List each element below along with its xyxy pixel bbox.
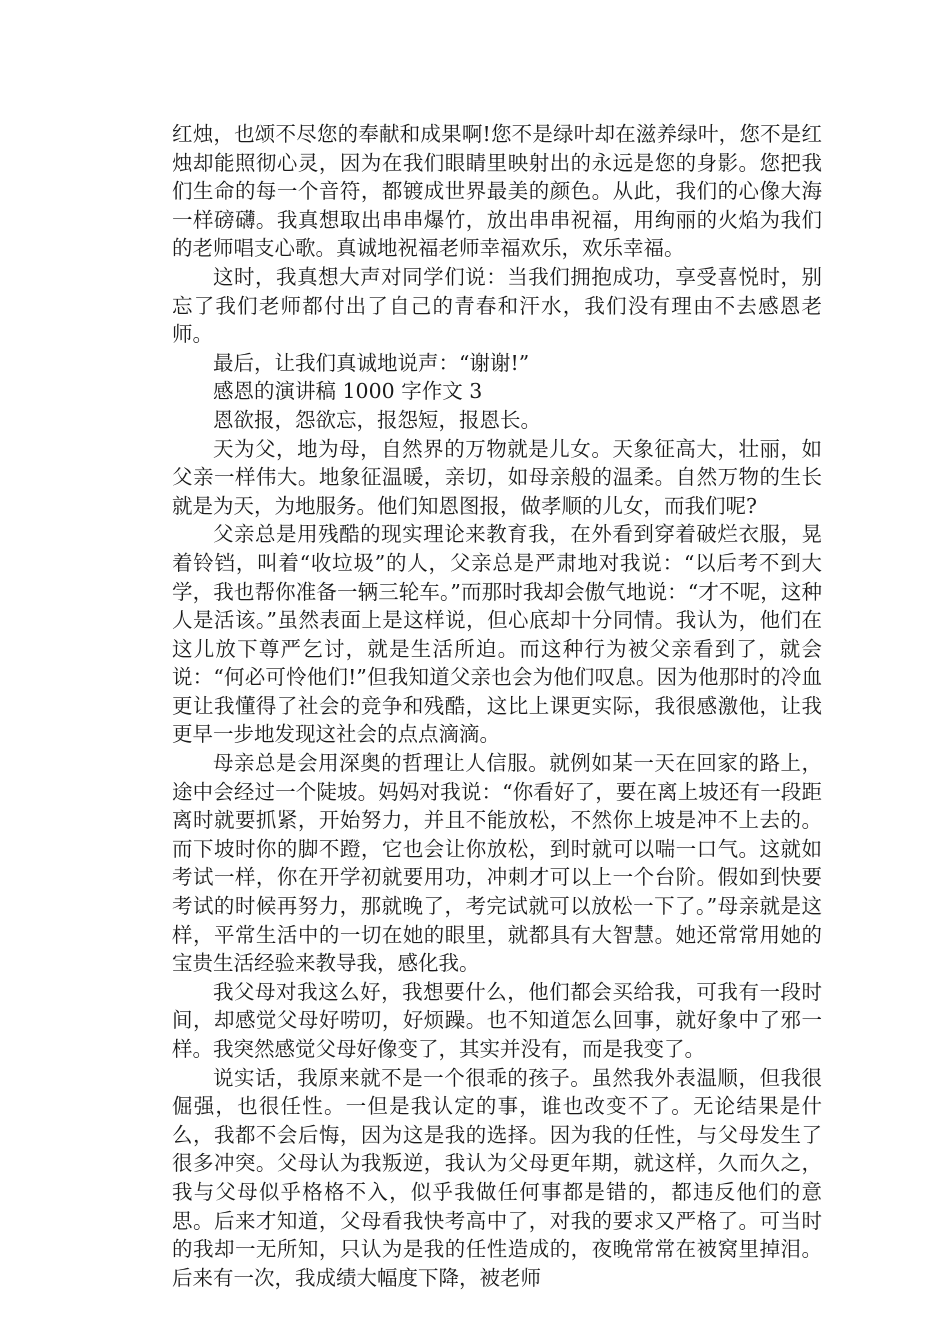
- paragraph-3: 最后，让我们真诚地说声：“谢谢!”: [213, 350, 530, 375]
- paragraph-8: 母亲总是会用深奥的哲理让人信服。就例如某一天在回家的路上，途中会经过一个陡坡。妈妈对我说：“你看好了，要在离上坡还有一段距离时就要抓紧，开始努力，并且不能放松，不然你上坡是冲不上去的。而下坡时你的脚不蹬，它也会让你放松，到时就可以喘一口气。这就如考试一样，你在开学初就要用功，冲刺才可以上一个台阶。假如到快要考试的时候再努力，那就晚了，考完试就可以放松一下了。”母亲就是这样，平常生活中的一切在她的眼里，就都具有大智慧。她还常常用她的宝贵生活经验来教导我，感化我。: [172, 751, 822, 976]
- document-page: [172, 120, 822, 1292]
- paragraph-6: 天为父，地为母，自然界的万物就是儿女。天象征高大，壮丽，如父亲一样伟大。地象征温暖，亲切，如母亲般的温柔。自然万物的生长就是为天，为地服务。他们知恩图报，做孝顺的儿女，而我们呢?: [172, 436, 822, 518]
- paragraph-5: 恩欲报，怨欲忘，报怨短，报恩长。: [213, 407, 541, 432]
- paragraph-1: 红烛，也颂不尽您的奉献和成果啊!您不是绿叶却在滋养绿叶，您不是红烛却能照彻心灵，因为在我们眼睛里映射出的永远是您的身影。您把我们生命的每一个音符，都镀成世界最美的颜色。从此，我们的心像大海一样磅礴。我真想取出串串爆竹，放出串串祝福，用绚丽的火焰为我们的老师唱支心歌。真诚地祝福老师幸福欢乐，欢乐幸福。: [172, 122, 822, 261]
- paragraph-7: 父亲总是用残酷的现实理论来教育我，在外看到穿着破烂衣服，晃着铃铛，叫着“收垃圾”的人，父亲总是严肃地对我说：“以后考不到大学，我也帮你准备一辆三轮车。”而那时我却会傲气地说：“才不呢，这种人是活该。”虽然表面上是这样说，但心底却十分同情。我认为，他们在这儿放下尊严乞讨，就是生活所迫。而这种行为被父亲看到了，就会说：“何必可怜他们!”但我知道父亲也会为他们叹息。因为他那时的冷血更让我懂得了社会的竞争和残酷，这比上课更实际，我很感激他，让我更早一步地发现这社会的点点滴滴。: [172, 522, 822, 747]
- section-heading: 感恩的演讲稿 1000 字作文 3: [213, 379, 483, 404]
- paragraph-10: 说实话，我原来就不是一个很乖的孩子。虽然我外表温顺，但我很倔强，也很任性。一但是我认定的事，谁也改变不了。无论结果是什么，我都不会后悔，因为这是我的选择。因为我的任性，与父母发生了很多冲突。父母认为我叛逆，我认为父母更年期，就这样，久而久之，我与父母似乎格格不入，似乎我做任何事都是错的，都违反他们的意思。后来才知道，父母看我快考高中了，对我的要求又严格了。可当时的我却一无所知，只认为是我的任性造成的，夜晚常常在被窝里掉泪。后来有一次，我成绩大幅度下降，被老师: [172, 1065, 822, 1290]
- paragraph-9: 我父母对我这么好，我想要什么，他们都会买给我，可我有一段时间，却感觉父母好唠叨，好烦躁。也不知道怎么回事，就好象中了邪一样。我突然感觉父母好像变了，其实并没有，而是我变了。: [172, 979, 822, 1061]
- paragraph-2: 这时，我真想大声对同学们说：当我们拥抱成功，享受喜悦时，别忘了我们老师都付出了自己的青春和汗水，我们没有理由不去感恩老师。: [172, 264, 822, 347]
